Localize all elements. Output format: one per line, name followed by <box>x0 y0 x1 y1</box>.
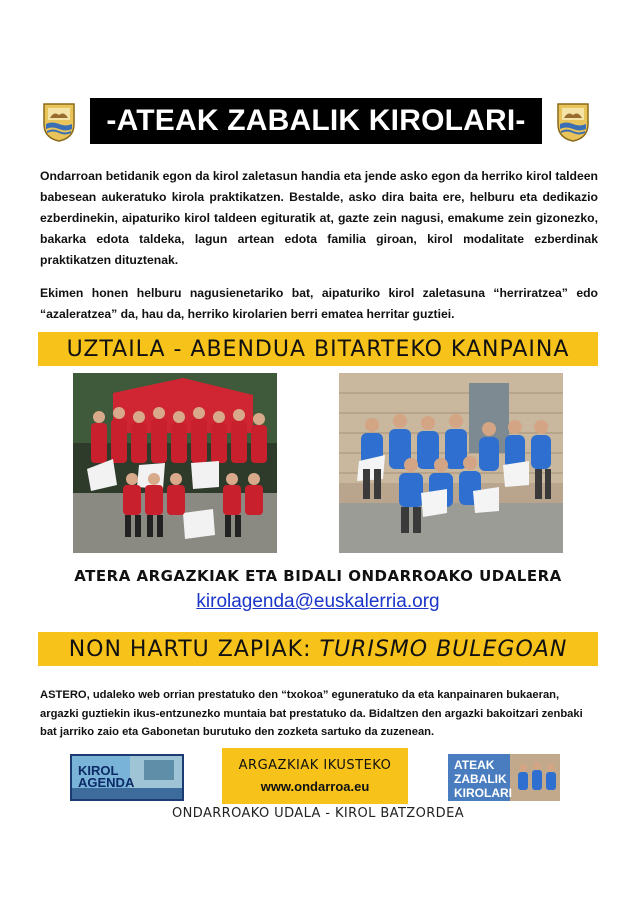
weekly-paragraph: ASTERO, udaleko web orrian prestatuko den “txokoa” eguneratuko da eta kanpainaren bukaeran, argazki guztiekin ikus-entzunezko muntaia bat prestatuko da. Bidaltzen den argazki bakoitzari zenbaki bat jarriko zaio eta Gabonetan burutuko den zozketa sartuko da zuzenean. <box>40 689 583 738</box>
town-crest-icon <box>42 102 76 142</box>
ateak-zabalik-badge[interactable] <box>448 754 560 801</box>
svg-text:KIROLARI: KIROLARI <box>454 786 512 800</box>
campaign-banner <box>38 332 598 366</box>
team-red-shirts-photo <box>73 373 277 553</box>
view-photos-box <box>222 748 408 804</box>
svg-text:ATEAK: ATEAK <box>454 758 495 772</box>
goal-paragraph: Ekimen honen helburu nagusienetariko bat, aipaturiko kirol zaletasuna “herriratzea” edo “azaleratzea” da, hau da, herriko kirolarien berri ematea herritar guztiei. <box>40 286 598 321</box>
svg-text:ZABALIK: ZABALIK <box>454 772 507 786</box>
website-link[interactable]: www.ondarroa.eu <box>260 779 370 794</box>
intro-paragraph: Ondarroan betidanik egon da kirol zaletasun handia eta jende asko egon da herriko kirol taldeen babesean aukeratuko kirola praktikatzen. Bestalde, asko dira baita ere, helburu eta dedikazio ezberdinekin, aipaturiko kirol taldeen egituratik at, gazte zein nagusi, emakume zein gizonezko, bakarka edota taldeka, lagun artean edota familia giroan, kirol modalitate ezberdinak praktikatzen dituztenak. <box>40 169 598 267</box>
footer-organization: ONDARROAKO UDALA - KIROL BATZORDEA <box>172 806 464 821</box>
email-link[interactable]: kirolagenda@euskalerria.org <box>196 591 440 612</box>
kirol-agenda-badge-text: KIROL <box>78 763 119 778</box>
scarves-banner-location: TURISMO BULEGOAN <box>319 636 568 662</box>
campaign-banner-text: UZTAILA - ABENDUA BITARTEKO KANPAINA <box>66 336 570 362</box>
town-crest-icon <box>556 102 590 142</box>
svg-text:AGENDA: AGENDA <box>78 775 135 790</box>
kirol-agenda-badge[interactable] <box>70 754 184 801</box>
page-header <box>42 98 592 144</box>
scarves-banner-prefix: NON HARTU ZAPIAK: <box>68 636 320 662</box>
scarves-banner <box>38 632 598 666</box>
page-title: -ATEAK ZABALIK KIROLARI- <box>90 98 542 144</box>
group-blue-shirts-photo <box>339 373 563 553</box>
send-instruction: ATERA ARGAZKIAK ETA BIDALI ONDARROAKO UDALERA <box>74 567 562 585</box>
view-photos-label: ARGAZKIAK IKUSTEKO <box>238 758 392 773</box>
email-line <box>0 591 636 613</box>
